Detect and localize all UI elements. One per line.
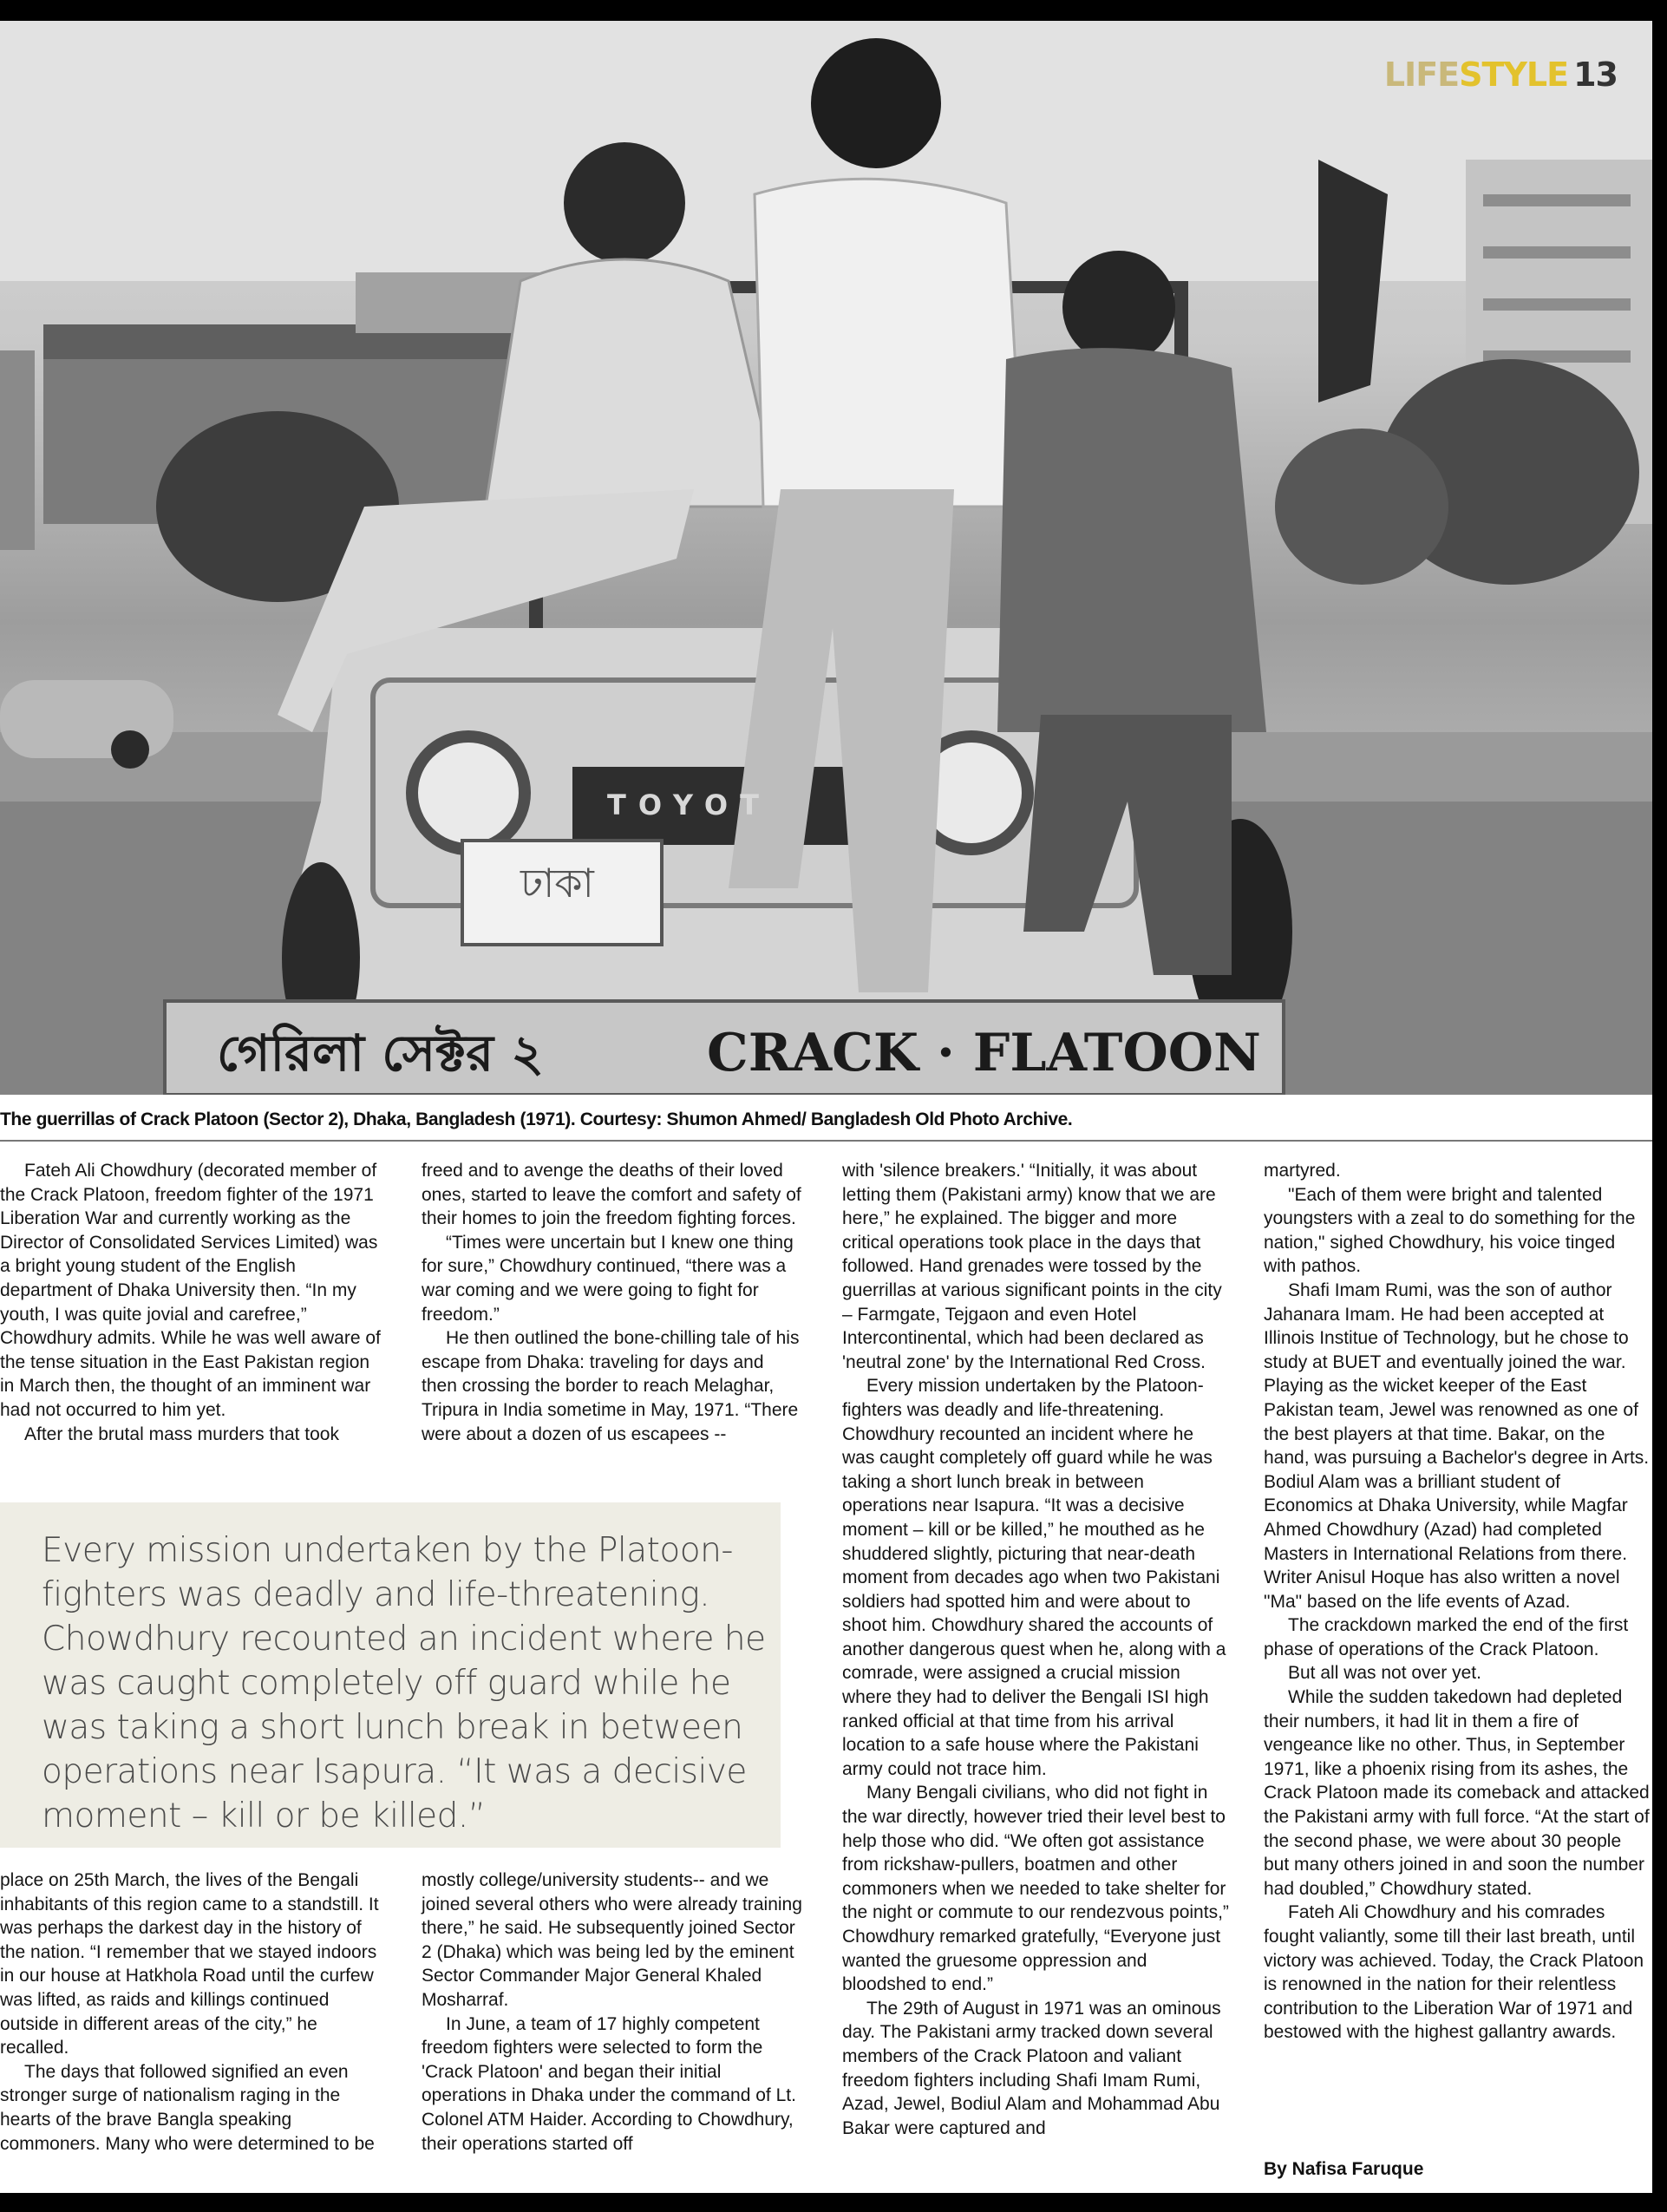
section-header xyxy=(1384,56,1618,94)
bumper-english-lettering: CRACK · FLATOON xyxy=(707,1023,1261,1083)
bumper-bangla-lettering: গেরিলা সেক্টর ২ xyxy=(217,1024,544,1083)
paragraph: Fateh Ali Chowdhury (decorated member of the Crack Platoon, freedom fighter of the 1971 Liberation War and currently working as the Director of Consolidated Services Limited) was a bright young student of the English department of Dhaka University then. “In my youth, I was quite jovial and carefree,” Chowdhury admits. While he was well aware of the tense situation in the East Pakistan region in March then, the thought of an imminent war had not occurred to him yet. xyxy=(0,1161,381,1420)
paragraph: Every mission undertaken by the Platoon-fighters was deadly and life-threatening. Chowdhury recounted an incident where he was caught completely off guard while he was taking a short lunch break in between operations near Isapura. “It was a decisive moment – kill or be killed,” he mouthed as he shuddered slightly, picturing that near-death moment from decades ago when two Pakistani soldiers had spotted him and were about to shoot him. Chowdhury shared the accounts of another dangerous quest when he, along with a comrade, were assigned a crucial mission where they had to deliver the Bengali ISI high ranked official at that time from his arrival location to a safe house where the Pakistani army could not trace him. xyxy=(842,1376,1226,1779)
magazine-page xyxy=(0,21,1652,2193)
paragraph: Many Bengali civilians, who did not fight in the war directly, however tried their level best to help those who did. “We often got assistance from rickshaw-pullers, boatmen and other commoners when we needed to take shelter for the night or commute to our rendezvous points,” Chowdhury remarked gratefully, “Everyone just wanted the gruesome oppression and bloodshed to end.” xyxy=(842,1783,1229,1995)
jeep-photo-illustration xyxy=(0,21,1652,1095)
column-2-top xyxy=(422,1159,803,1446)
grille-lettering: TOYOT xyxy=(607,789,771,821)
paragraph: Fateh Ali Chowdhury and his comrades fought valiantly, some till their last breath, until victory was achieved. Today, the Crack Platoon is renowned in the nation for their relentless contribution to the Liberation War of 1971 and bestowed with the highest gallantry awards. xyxy=(1264,1902,1644,2043)
paragraph: He then outlined the bone-chilling tale of his escape from Dhaka: traveling for days and then crossing the border to reach Melaghar, Tripura in India sometime in May, 1971. “There were about a dozen of us escapees -- xyxy=(422,1328,800,1444)
column-1-top xyxy=(0,1159,382,1446)
column-1-bottom xyxy=(0,1868,382,2156)
section-name-part1: LIFE xyxy=(1383,56,1460,94)
paragraph: mostly college/university students-- and we joined several others who were already training there,” he said. He subsequently joined Sector 2 (Dhaka) which was being led by the eminent Sector Commander Major General Khaled Mosharraf. xyxy=(422,1870,802,2010)
paragraph: After the brutal mass murders that took xyxy=(24,1423,339,1444)
paragraph: The 29th of August in 1971 was an ominous day. The Pakistani army tracked down several members of the Crack Platoon and valiant freedom fighters including Shafi Imam Rumi, Azad, Jewel, Bodiul Alam and Mohammad Abu Bakar were captured and xyxy=(842,1998,1221,2138)
section-name-part2: STYLE xyxy=(1459,56,1569,94)
photo-caption: The guerrillas of Crack Platoon (Sector 2), Dhaka, Bangladesh (1971). Courtesy: Shumon Ahmed/ Bangladesh Old Photo Archive. xyxy=(0,1109,1073,1129)
paragraph: freed and to avenge the deaths of their loved ones, started to leave the comfort and safety of their homes to join the freedom fighting forces. xyxy=(422,1161,801,1229)
historical-photo xyxy=(0,21,1652,1095)
paragraph: Shafi Imam Rumi, was the son of author Jahanara Imam. He had been accepted at Illinois Institue of Technology, but he chose to study at BUET and eventually joined the war. Playing as the wicket keeper of the East Pakistan team, Jewel was renowned as one of the best players at that time. Bakar, on the hand, was pursuing a Bachelor's degree in Arts. Bodiul Alam was a brilliant student of Economics at Dhaka University, while Magfar Ahmed Chowdhury (Azad) had completed Masters in International Relations from there. Writer Anisul Hoque has also written a novel "Ma" based on the life events of Azad. xyxy=(1264,1279,1650,1612)
paragraph: While the sudden takedown had depleted their numbers, it had lit in them a fire of vengeance like no other. Thus, in September 1971, like a phoenix rising from its ashes, the Crack Platoon made its comeback and attacked the Pakistani army with full force. “At the start of the second phase, we were about 30 people but many others joined in and soon the number had doubled,” Chowdhury stated. xyxy=(1264,1687,1650,1899)
paragraph: "Each of them were bright and talented youngsters with a zeal to do something for the nation," sighed Chowdhury, his voice tinged with pathos. xyxy=(1264,1184,1636,1277)
paragraph: The days that followed signified an even stronger surge of nationalism raging in the hearts of the brave Bangla speaking commoners. Many who were determined to be xyxy=(0,2061,375,2154)
author-byline: By Nafisa Faruque xyxy=(1264,2159,1424,2179)
paragraph: In June, a team of 17 highly competent freedom fighters were selected to form the 'Crack Platoon' and began their initial operations in Dhaka under the command of Lt. Colonel ATM Haider. According to Chowdhury, their operations started off xyxy=(422,2013,796,2154)
paragraph: But all was not over yet. xyxy=(1288,1663,1481,1684)
paragraph: The crackdown marked the end of the first phase of operations of the Crack Platoon. xyxy=(1264,1615,1629,1659)
column-4 xyxy=(1264,1159,1650,2045)
paragraph: “Times were uncertain but I knew one thing for sure,” Chowdhury continued, “there was a war coming and we were going to fight for freedom.” xyxy=(422,1232,794,1325)
paragraph: martyred. xyxy=(1264,1161,1341,1181)
plate-lettering: ঢাকা xyxy=(520,860,594,906)
page-number: 13 xyxy=(1573,56,1618,94)
column-2-bottom xyxy=(422,1868,803,2156)
caption-divider xyxy=(0,1140,1652,1142)
pull-quote: Every mission undertaken by the Platoon-fighters was deadly and life-threatening. Chowdhury recounted an incident where he was caught completely off guard while he was taking a short lunch break in between operations near Isapura. “It was a decisive moment – kill or be killed.” xyxy=(42,1531,766,1836)
paragraph: with 'silence breakers.' “Initially, it was about letting them (Pakistani army) know that we are here,” he explained. The bigger and more critical operations took place in the days that followed. Hand grenades were tossed by the guerrillas at various significant points in the city – Farmgate, Tejgaon and even Hotel Intercontinental, which had been declared as 'neutral zone' by the International Red Cross. xyxy=(842,1161,1222,1372)
pull-quote-box xyxy=(0,1502,781,1848)
column-3 xyxy=(842,1159,1231,2140)
paragraph: place on 25th March, the lives of the Bengali inhabitants of this region came to a standstill. It was perhaps the darkest day in the history of the nation. “I remember that we stayed indoors in our house at Hatkhola Road until the curfew was lifted, as raids and killings continued outside in different areas of the city,” he recalled. xyxy=(0,1870,379,2058)
